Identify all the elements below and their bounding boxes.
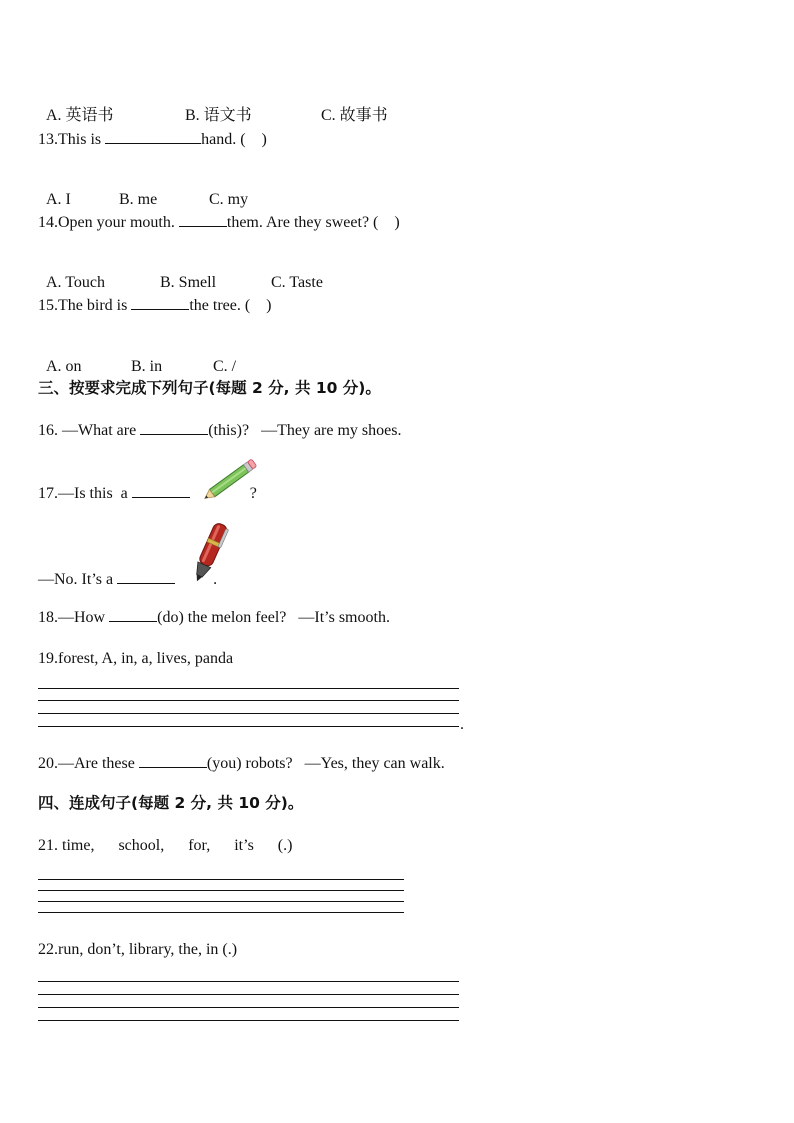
q14-blank[interactable] bbox=[179, 212, 227, 227]
question-14 bbox=[38, 212, 400, 233]
q21-answer-line-3[interactable] bbox=[38, 901, 404, 902]
pen-icon bbox=[188, 518, 232, 586]
q13-text-post: hand. ( ) bbox=[201, 131, 267, 148]
q15-option-a: A. on bbox=[46, 358, 82, 375]
q20-blank[interactable] bbox=[139, 753, 207, 768]
q12-option-b: B. 语文书 bbox=[185, 107, 252, 124]
q13-blank[interactable] bbox=[105, 129, 201, 144]
q12-option-c: C. 故事书 bbox=[321, 107, 388, 124]
q20-text-pre: 20.—Are these bbox=[38, 755, 139, 772]
q16-text-post: (this)? —They are my shoes. bbox=[208, 422, 402, 439]
q14-text-post: them. Are they sweet? ( ) bbox=[226, 214, 400, 231]
question-18 bbox=[38, 607, 390, 628]
question-19: 19.forest, A, in, a, lives, panda bbox=[38, 650, 234, 667]
q15-option-c: C. / bbox=[213, 358, 237, 375]
q14-option-b: B. Smell bbox=[160, 274, 217, 291]
q14-option-c: C. Taste bbox=[271, 274, 323, 291]
q21-answer-line-2[interactable] bbox=[38, 890, 404, 891]
q20-text-post: (you) robots? —Yes, they can walk. bbox=[206, 755, 445, 772]
section-4-title: 四、连成句子(每题 2 分, 共 10 分)。 bbox=[38, 794, 304, 812]
q16-blank[interactable] bbox=[140, 420, 208, 435]
q22-answer-line-2[interactable] bbox=[38, 994, 459, 995]
question-22: 22.run, don’t, library, the, in (.) bbox=[38, 941, 238, 958]
q16-text-pre: 16. —What are bbox=[38, 422, 141, 439]
q17-blank[interactable] bbox=[132, 483, 190, 498]
pencil-icon bbox=[198, 457, 264, 503]
q18-text-post: (do) the melon feel? —It’s smooth. bbox=[157, 609, 390, 626]
q19-answer-line-4[interactable] bbox=[38, 726, 459, 727]
question-20 bbox=[38, 753, 445, 774]
q17-line2-blank[interactable] bbox=[117, 569, 175, 584]
q13-text-pre: 13.This is bbox=[38, 131, 106, 148]
q15-option-b: B. in bbox=[131, 358, 163, 375]
q14-option-a: A. Touch bbox=[46, 274, 106, 291]
q22-answer-line-3[interactable] bbox=[38, 1007, 459, 1008]
q19-answer-line-3[interactable] bbox=[38, 713, 459, 714]
q14-options bbox=[38, 253, 323, 293]
section-3-title: 三、按要求完成下列句子(每题 2 分, 共 10 分)。 bbox=[38, 379, 381, 397]
q15-options bbox=[38, 337, 236, 377]
q18-blank[interactable] bbox=[109, 607, 157, 622]
q22-answer-line-4[interactable] bbox=[38, 1020, 459, 1021]
q13-option-b: B. me bbox=[119, 191, 158, 208]
q15-text-pre: 15.The bird is bbox=[38, 297, 132, 314]
q12-options bbox=[38, 86, 388, 126]
q21-answer-line-4[interactable] bbox=[38, 912, 404, 913]
q17-text-pre: 17.—Is this a bbox=[38, 485, 132, 502]
q19-answer-line-2[interactable] bbox=[38, 700, 459, 701]
q14-text-pre: 14.Open your mouth. bbox=[38, 214, 179, 231]
q19-answer-line-1[interactable] bbox=[38, 688, 459, 689]
question-13 bbox=[38, 129, 267, 150]
question-15 bbox=[38, 295, 272, 316]
q15-text-post: the tree. ( ) bbox=[189, 297, 272, 314]
q13-options bbox=[38, 170, 248, 210]
q19-end-period: . bbox=[460, 716, 464, 733]
q17-text-post: ? bbox=[249, 485, 257, 502]
q13-option-a: A. I bbox=[46, 191, 71, 208]
q12-option-a: A. 英语书 bbox=[46, 107, 114, 124]
q15-blank[interactable] bbox=[131, 295, 189, 310]
q18-text-pre: 18.—How bbox=[38, 609, 110, 626]
q17-line2-pre: —No. It’s a bbox=[38, 571, 118, 588]
question-21: 21. time, school, for, it’s (.) bbox=[38, 837, 293, 854]
question-16 bbox=[38, 420, 401, 441]
q13-option-c: C. my bbox=[209, 191, 249, 208]
q21-answer-line-1[interactable] bbox=[38, 879, 404, 880]
q17-line2-post: . bbox=[213, 571, 218, 588]
q22-answer-line-1[interactable] bbox=[38, 981, 459, 982]
